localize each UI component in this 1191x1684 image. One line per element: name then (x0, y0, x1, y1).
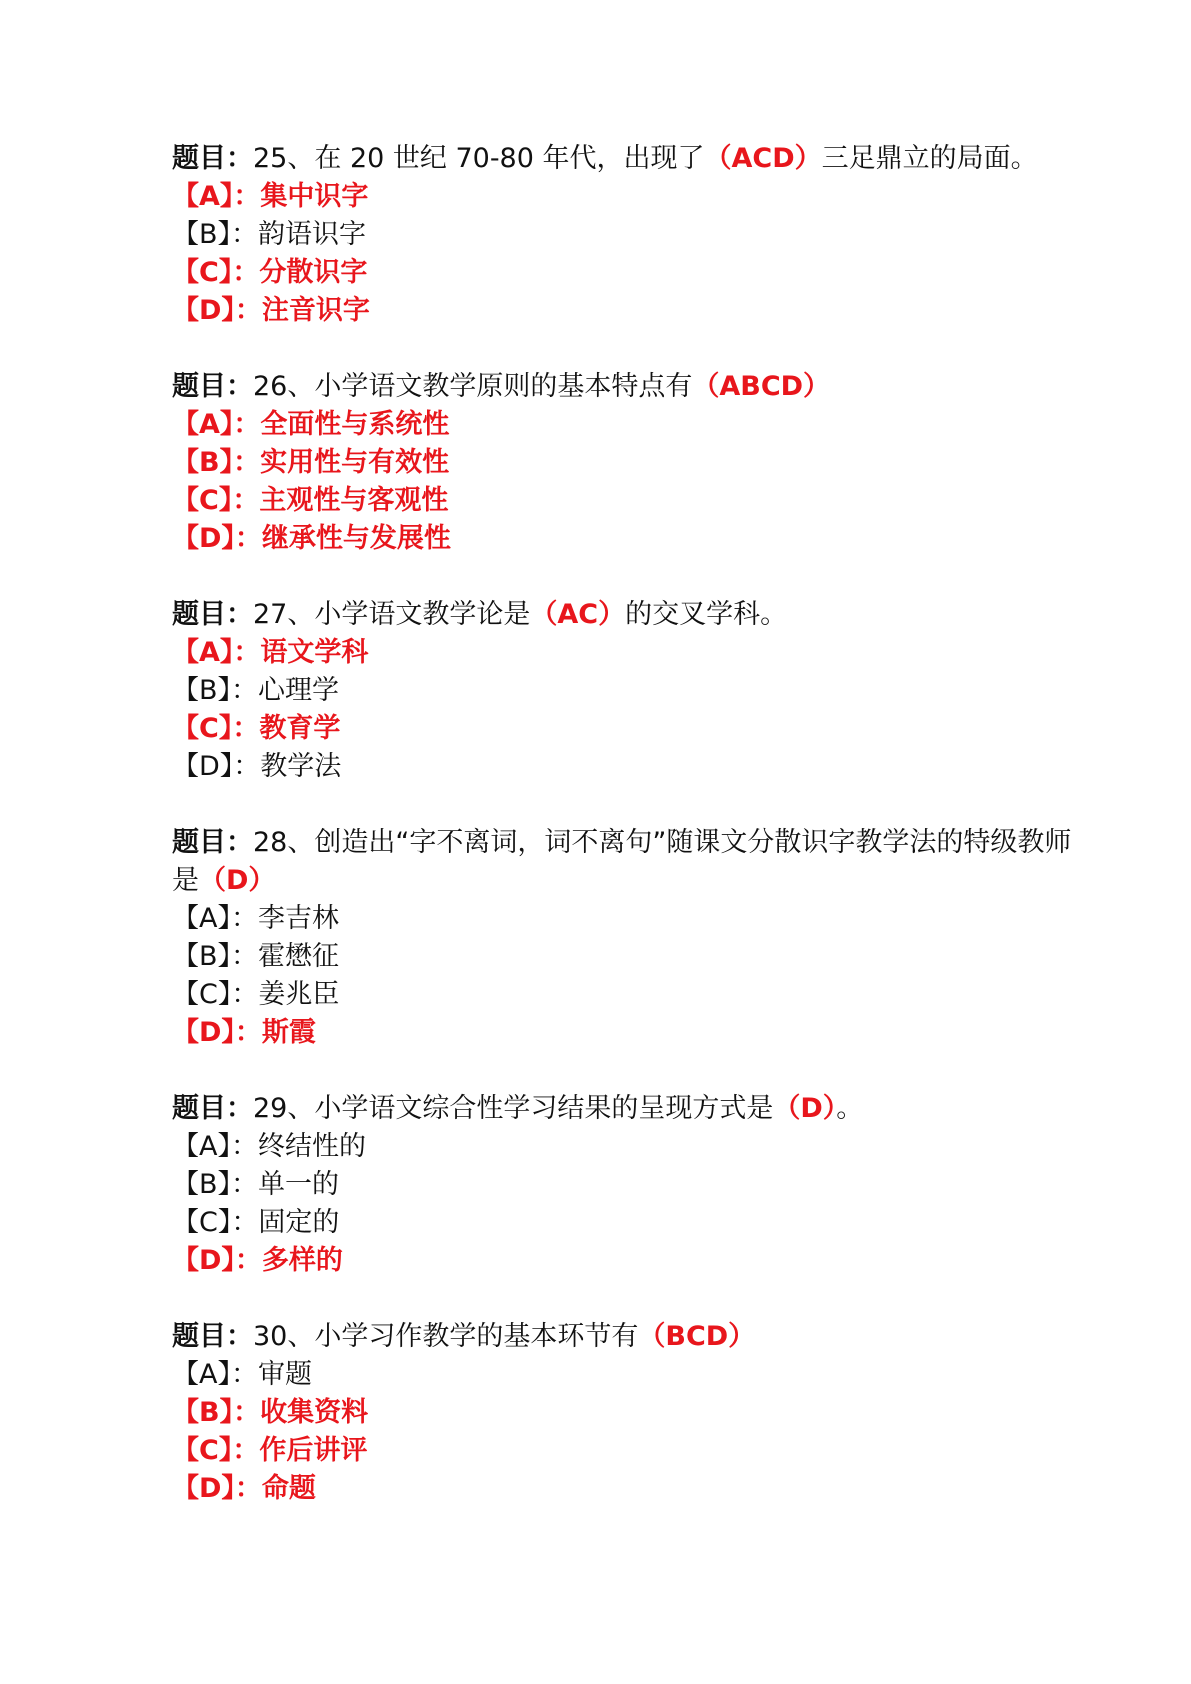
option-d: 【D】：教学法 (172, 751, 342, 782)
answer-key: （ACD） (704, 143, 822, 174)
option-d: 【D】：继承性与发展性 (172, 523, 451, 554)
option-c: 【C】：固定的 (172, 1207, 340, 1238)
question-stem (172, 140, 1092, 178)
question-label: 题目： (172, 827, 253, 858)
question-stem (172, 824, 1092, 900)
question-block (172, 824, 1092, 1052)
option-b: 【B】：单一的 (172, 1169, 340, 1200)
option-c: 【C】：主观性与客观性 (172, 485, 449, 516)
question-stem (172, 368, 1092, 406)
question-label: 题目： (172, 599, 253, 630)
answer-key: （AC） (530, 599, 626, 630)
question-stem (172, 1318, 1092, 1356)
option-a: 【A】：李吉林 (172, 903, 339, 934)
question-text: 29、小学语文综合性学习结果的呈现方式是 (253, 1093, 774, 1124)
option-c: 【C】：姜兆臣 (172, 979, 340, 1010)
option-d: 【D】：斯霞 (172, 1017, 316, 1048)
option-d: 【D】：命题 (172, 1473, 316, 1504)
question-label: 题目： (172, 1321, 253, 1352)
question-text: 28、创造出“字不离词，词不离句”随课文分散识字教学法的特级教师是 (172, 827, 1072, 896)
document-page (172, 140, 1092, 1546)
question-label: 题目： (172, 1093, 253, 1124)
question-text: 27、小学语文教学论是 (253, 599, 531, 630)
option-a: 【A】：集中识字 (172, 181, 369, 212)
option-a: 【A】：终结性的 (172, 1131, 366, 1162)
option-c: 【C】：分散识字 (172, 257, 368, 288)
question-text-tail: 。 (836, 1093, 864, 1124)
option-d: 【D】：注音识字 (172, 295, 370, 326)
answer-key: （D） (773, 1093, 837, 1124)
option-a: 【A】：语文学科 (172, 637, 369, 668)
question-text: 30、小学习作教学的基本环节有 (253, 1321, 639, 1352)
option-b: 【B】：韵语识字 (172, 219, 367, 250)
option-c: 【C】：作后讲评 (172, 1435, 368, 1466)
question-label: 题目： (172, 371, 253, 402)
option-c: 【C】：教育学 (172, 713, 341, 744)
option-a: 【A】：全面性与系统性 (172, 409, 450, 440)
question-text: 26、小学语文教学原则的基本特点有 (253, 371, 693, 402)
question-stem (172, 596, 1092, 634)
question-stem (172, 1090, 1092, 1128)
question-block (172, 140, 1092, 330)
question-block (172, 596, 1092, 786)
question-text-tail: 的交叉学科。 (625, 599, 788, 630)
answer-key: （BCD） (638, 1321, 756, 1352)
option-b: 【B】：收集资料 (172, 1397, 369, 1428)
answer-key: （ABCD） (692, 371, 831, 402)
option-d: 【D】：多样的 (172, 1245, 343, 1276)
question-block (172, 1090, 1092, 1280)
question-block (172, 368, 1092, 558)
answer-key: （D） (199, 865, 276, 896)
option-a: 【A】：审题 (172, 1359, 312, 1390)
option-b: 【B】：心理学 (172, 675, 340, 706)
option-b: 【B】：实用性与有效性 (172, 447, 450, 478)
question-text: 25、在 20 世纪 70-80 年代，出现了 (253, 143, 705, 174)
question-text-tail: 三足鼎立的局面。 (821, 143, 1038, 174)
option-b: 【B】：霍懋征 (172, 941, 340, 972)
question-block (172, 1318, 1092, 1508)
question-label: 题目： (172, 143, 253, 174)
